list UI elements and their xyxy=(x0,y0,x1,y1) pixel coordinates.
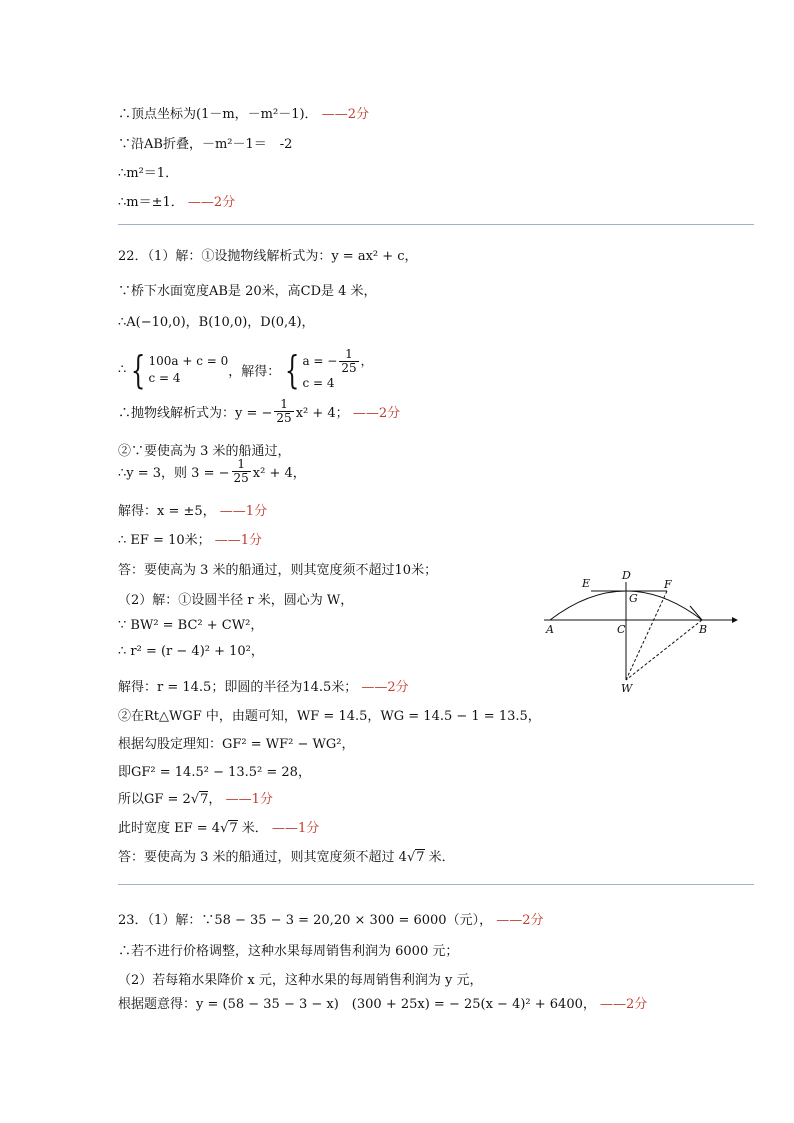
line-bw-squared: ∵ BW² = BC² + CW²， xyxy=(118,618,264,633)
label-g: G xyxy=(629,592,638,605)
label-w: W xyxy=(621,682,633,695)
line-ef-10: ∴ EF = 10米； ——1分 xyxy=(118,533,263,548)
line-y-equals-3: ∴y = 3，则 3 = − $\frac{1}{25}$ x² + 4， xyxy=(118,457,306,485)
line-gf-squared: 即GF² = 14.5² − 13.5² = 28， xyxy=(118,765,311,780)
score-mark: ——2分 xyxy=(321,107,369,122)
line-gf-value: 所以GF = 2√7， ——1分 xyxy=(118,792,273,807)
line-pythagoras: 根据勾股定理知：GF² = WF² − WG²， xyxy=(118,737,355,752)
score-mark: ——2分 xyxy=(600,997,648,1012)
line-m-squared: ∴m²＝1． xyxy=(118,166,179,181)
line-no-adjustment: ∴若不进行价格调整，这种水果每周销售利润为 6000 元； xyxy=(118,944,459,959)
line-r-equation: ∴ r² = (r − 4)² + 10²， xyxy=(118,644,264,659)
score-mark: ——1分 xyxy=(225,792,273,807)
line-part2-radius: （2）解：①设圆半径 r 米，圆心为 W， xyxy=(118,593,354,608)
bridge-arc-figure xyxy=(540,570,740,695)
label-f: F xyxy=(664,578,672,591)
score-mark: ——1分 xyxy=(219,504,268,519)
line-profit-function: 根据题意得：y = (58 − 35 − 3 − x) (300 + 25x) = − 25(x − 4)² + 6400， ——2分 xyxy=(118,997,648,1012)
score-mark: ——2分 xyxy=(187,195,236,210)
line-fold-ab: ∵沿AB折叠，－m²－1＝ -2 xyxy=(118,137,293,152)
label-d: D xyxy=(622,570,631,582)
section-divider xyxy=(118,884,754,885)
score-mark: ——2分 xyxy=(361,680,409,695)
segment-wb xyxy=(626,620,702,680)
score-mark: ——2分 xyxy=(496,913,544,928)
line-bridge-width: ∵桥下水面宽度AB是 20米，高CD是 4 米， xyxy=(118,284,377,299)
score-mark: ——1分 xyxy=(214,533,263,548)
label-b: B xyxy=(699,623,708,636)
line-ef-width: 此时宽度 EF = 4√7 米． ——1分 xyxy=(118,821,320,836)
line-q22-parabola-setup: 22．（1）解：①设抛物线解析式为：y = ax² + c， xyxy=(118,249,418,264)
score-mark: ——1分 xyxy=(271,821,320,836)
line-price-reduction: （2）若每箱水果降价 x 元，这种水果的每周销售利润为 y 元， xyxy=(118,973,483,988)
line-vertex-coordinates: ∴顶点坐标为(1－m，－m²－1)． ——2分 xyxy=(118,107,369,122)
label-e: E xyxy=(582,577,591,590)
line-solve-x: 解得：x = ±5， ——1分 xyxy=(118,504,268,519)
line-boat-height: ②∵要使高为 3 米的船通过， xyxy=(118,444,291,459)
line-point-coordinates: ∴A(−10,0)，B(10,0)，D(0,4)， xyxy=(118,315,315,330)
label-c: C xyxy=(617,623,626,636)
line-q23-profit: 23．（1）解：∵58 − 35 − 3 = 20,20 × 300 = 6000（元）， ——2分 xyxy=(118,913,544,928)
line-equation-system: ∴ { 100a + c = 0 c = 4 ，解得： { a = − $\frac{1}{25}$ ， c = 4 xyxy=(118,347,373,392)
line-radius-result: 解得：r = 14.5；即圆的半径为14.5米； ——2分 xyxy=(118,680,409,695)
label-a: A xyxy=(546,623,554,636)
line-parabola-result: ∴抛物线解析式为：y = − $\frac{1}{25}$ x² + 4； ——2分 xyxy=(118,397,401,425)
line-answer-1: 答：要使高为 3 米的船通过，则其宽度须不超过10米； xyxy=(118,563,438,578)
line-answer-2: 答：要使高为 3 米的船通过，则其宽度须不超过 4√7 米． xyxy=(118,850,455,865)
line-m-value: ∴m＝±1． ——2分 xyxy=(118,195,236,210)
section-divider xyxy=(118,224,754,225)
score-mark: ——2分 xyxy=(352,406,401,421)
line-triangle-wgf: ②在Rt△WGF 中，由题可知，WF = 14.5，WG = 14.5 − 1 = 13.5， xyxy=(118,709,541,724)
arrow-icon xyxy=(732,617,738,623)
